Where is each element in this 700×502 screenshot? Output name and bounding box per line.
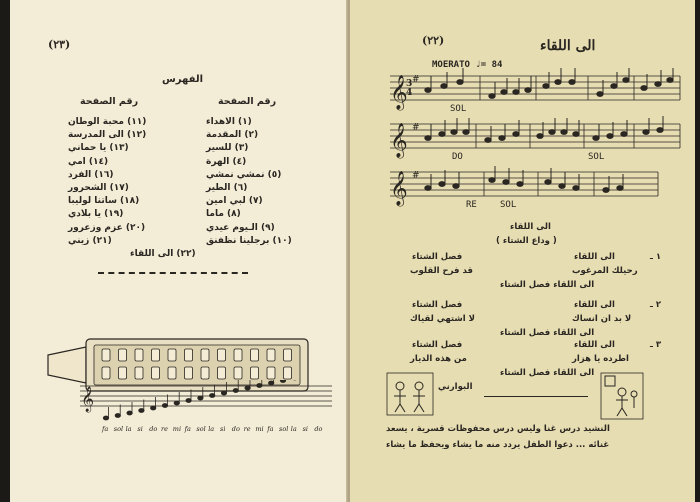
toc-item: (٦) الطير xyxy=(206,183,248,193)
score-note xyxy=(569,80,575,85)
lyric-line: فصل الشتاء xyxy=(412,300,463,310)
score-note xyxy=(643,130,649,135)
toc-item-last: (٢٢) الى اللقاء xyxy=(130,249,196,259)
score-note xyxy=(513,132,519,137)
time-signature-bottom: 4 xyxy=(406,88,413,98)
note-name: sol xyxy=(279,425,289,433)
page-number: (٢٢) xyxy=(422,34,445,47)
note-name: fa xyxy=(102,425,109,433)
score-note xyxy=(425,136,431,141)
score-note xyxy=(513,90,519,95)
lyric-line: لا اشتهي لقياك xyxy=(410,314,475,324)
score-note xyxy=(549,130,555,135)
score-note xyxy=(485,138,491,143)
staff-note xyxy=(198,396,203,400)
svg-text:#: # xyxy=(412,123,420,133)
note-name: do xyxy=(231,425,240,433)
toc-item: (١٨) ساتنا لوليبا xyxy=(68,196,140,207)
left-page xyxy=(10,0,348,502)
author-name: البوارني xyxy=(438,382,473,392)
staff-note xyxy=(103,416,108,420)
note-name: si xyxy=(137,425,143,433)
toc-item: (١٧) الشحرور xyxy=(68,183,129,193)
score-note xyxy=(607,134,613,139)
stanza-number: ٣ ـ xyxy=(650,340,662,350)
toc-item: (٢٠) عزم وزعرور xyxy=(68,222,146,233)
footer-note-line2: غنائه ... دعوا الطفل يردد منه ما يشاء ويحفظ ما يشاء xyxy=(386,440,610,450)
divider-dashed xyxy=(98,272,248,274)
note-name: si xyxy=(220,425,226,433)
staff-note xyxy=(233,389,238,393)
score-note xyxy=(559,184,565,189)
staff-note xyxy=(174,401,179,405)
score-note xyxy=(597,92,603,97)
lyric-line: الى اللقاء xyxy=(574,340,615,350)
staff-note xyxy=(162,404,167,408)
children-drawing-right xyxy=(600,372,644,420)
staff-note xyxy=(139,409,144,413)
lyrics-heading: الى اللقاء xyxy=(510,222,551,232)
note-name: la xyxy=(208,425,215,433)
lyric-line: اطرده يا هزار xyxy=(572,354,629,364)
score-note xyxy=(525,88,531,93)
score-note xyxy=(439,182,445,187)
toc-item: (١٦) الفرد xyxy=(68,169,114,180)
score-note xyxy=(603,188,609,193)
toc-item: (١٩) يا بلادي xyxy=(68,209,124,220)
lyric-refrain: الى اللقاء فصل الشتاء xyxy=(500,280,595,290)
score-note xyxy=(537,134,543,139)
solfa-label: RE xyxy=(466,200,477,210)
score-note xyxy=(623,78,629,83)
toc-item: (٣) للسير xyxy=(206,143,249,154)
note-name: sol xyxy=(113,425,124,433)
toc-item: (٧) لبي امين xyxy=(206,196,263,207)
score-note xyxy=(499,136,505,141)
lyric-line: فصل الشتاء xyxy=(412,252,463,262)
note-name: do xyxy=(314,425,323,433)
page-number: (٢٣) xyxy=(48,38,71,51)
staff-note xyxy=(127,411,132,415)
note-name: sol xyxy=(196,425,206,433)
note-name: fa xyxy=(267,425,274,433)
score-note xyxy=(657,128,663,133)
toc-item: (٥) نمشي نمشي xyxy=(206,169,282,180)
score-note xyxy=(451,130,457,135)
children-drawing-left xyxy=(386,372,434,416)
lyric-line: لا بد ان انساك xyxy=(572,314,632,324)
score-note xyxy=(425,186,431,191)
score-note xyxy=(593,136,599,141)
toc-item: (٢١) زيني xyxy=(68,235,112,246)
lyric-refrain: الى اللقاء فصل الشتاء xyxy=(500,328,595,338)
stanza-number: ٢ ـ xyxy=(650,300,662,310)
toc-column-heading-left: رقم الصفحة xyxy=(80,96,139,107)
toc-item: (١٣) يا حماني xyxy=(68,143,129,154)
toc-column-heading-right: رقم الصفحة xyxy=(218,96,277,107)
song-title: الى اللقاء xyxy=(540,38,596,54)
staff-note xyxy=(221,391,226,395)
stanza-number: ١ ـ xyxy=(650,252,662,262)
note-name: si xyxy=(302,425,309,433)
lyric-line: رحيلك المرغوب xyxy=(572,266,638,276)
score-note xyxy=(501,90,507,95)
score-note xyxy=(641,86,647,91)
score-note xyxy=(463,130,469,135)
score-note xyxy=(489,94,495,99)
note-name: do xyxy=(149,425,158,433)
score-note xyxy=(655,82,661,87)
score-note xyxy=(517,182,523,187)
song-score xyxy=(388,68,688,216)
time-signature-top: 3 xyxy=(406,79,413,89)
score-note xyxy=(617,186,623,191)
lyric-line: فصل الشتاء xyxy=(412,340,463,350)
score-note xyxy=(441,84,447,89)
score-note xyxy=(489,178,495,183)
staff-note xyxy=(269,381,274,385)
note-name: la xyxy=(125,425,132,433)
svg-text:𝄞: 𝄞 xyxy=(81,387,95,412)
treble-clef: 𝄞 xyxy=(390,75,408,110)
score-note xyxy=(561,130,567,135)
divider-line xyxy=(484,396,588,397)
score-note xyxy=(425,88,431,93)
score-note xyxy=(453,184,459,189)
staff-note xyxy=(280,380,285,382)
tempo-marking: MOERATO ♩= 84 xyxy=(432,60,503,70)
right-page xyxy=(350,0,695,502)
note-name: re xyxy=(161,425,168,433)
lyric-line: الى اللقاء xyxy=(574,300,615,310)
staff-note xyxy=(115,414,120,418)
toc-item: (٤) الهرة xyxy=(206,156,247,167)
staff-note xyxy=(210,394,215,398)
treble-clef: 𝄞 xyxy=(390,123,408,158)
footer-note-line1: النشيد درس غنا وليس درس محفوظات قسرية ، يسعد xyxy=(386,424,610,434)
toc-title: الفهرس xyxy=(162,74,204,85)
toc-item: (١) الاهداء xyxy=(206,117,252,127)
toc-item: (١٢) الى المدرسة xyxy=(68,130,147,141)
note-name: re xyxy=(243,425,251,433)
toc-item: (٩) الـيوم عيدي xyxy=(206,222,275,233)
toc-item: (١٠) برجلينا نظفنق xyxy=(206,235,292,246)
toc-item: (١٤) امي xyxy=(68,156,109,167)
score-note xyxy=(503,180,509,185)
solfa-label: SOL xyxy=(450,104,467,114)
score-note xyxy=(621,132,627,137)
svg-text:#: # xyxy=(412,75,420,85)
solfa-label: SOL xyxy=(588,152,605,162)
staff-note xyxy=(186,399,191,403)
treble-clef: 𝄞 xyxy=(390,171,408,206)
staff-note xyxy=(245,386,250,390)
note-name: la xyxy=(290,425,297,433)
score-note xyxy=(555,80,561,85)
score-note xyxy=(667,78,673,83)
score-note xyxy=(439,132,445,137)
note-name: mi xyxy=(255,425,264,433)
solfa-label: SOL xyxy=(500,200,517,210)
score-note xyxy=(573,186,579,191)
solfa-label: DO xyxy=(452,152,463,162)
note-name: fa xyxy=(184,425,191,433)
lyric-line: من هذه الديار xyxy=(410,354,467,364)
svg-text:#: # xyxy=(412,171,420,181)
score-note xyxy=(611,84,617,89)
staff-note xyxy=(151,406,156,410)
toc-item: (٢) المقدمة xyxy=(206,130,259,141)
staff-note xyxy=(257,384,262,388)
lyrics-subheading: ( وداع الشتاء ) xyxy=(496,236,557,246)
note-name: mi xyxy=(172,425,182,433)
lyric-line: قد فرح القلوب xyxy=(410,266,473,276)
lyric-line: الى اللقاء xyxy=(574,252,615,262)
score-note xyxy=(457,80,463,85)
lyric-refrain: الى اللقاء فصل الشتاء xyxy=(500,368,595,378)
score-note xyxy=(573,132,579,137)
toc-item: (١١) محبة الوطان xyxy=(68,117,147,127)
toc-item: (٨) ماما xyxy=(206,209,241,220)
score-note xyxy=(545,180,551,185)
score-note xyxy=(543,84,549,89)
